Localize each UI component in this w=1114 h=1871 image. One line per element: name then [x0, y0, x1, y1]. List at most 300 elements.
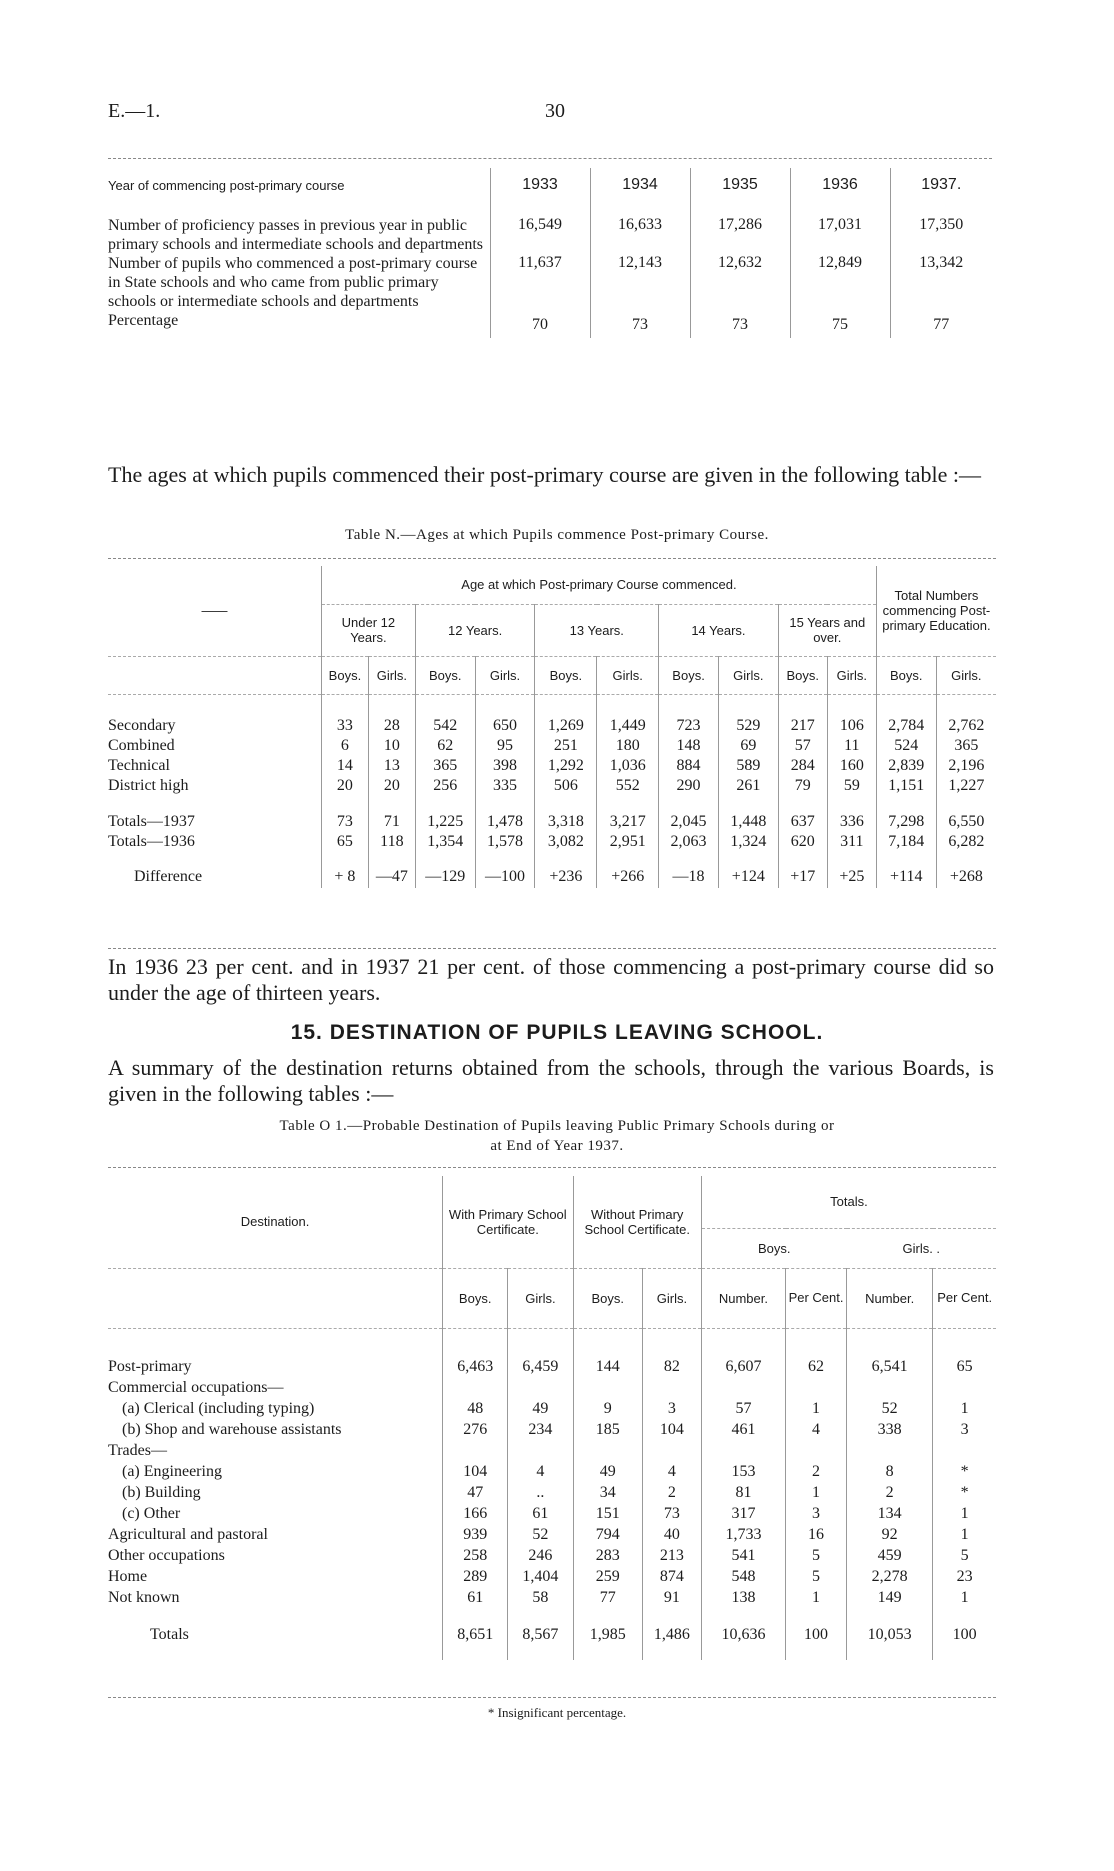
cell: 6,463: [443, 1356, 508, 1377]
cell: 6,459: [508, 1356, 573, 1377]
cell: 77: [573, 1587, 642, 1608]
cell: 4: [508, 1461, 573, 1482]
stub-dash: ——: [201, 603, 228, 619]
cell: 506: [535, 776, 597, 796]
cell: 251: [535, 736, 597, 756]
cell: 20: [321, 776, 368, 796]
table-row: [108, 1440, 996, 1461]
row-label: (a) Engineering: [122, 1462, 222, 1480]
cell: 261: [718, 776, 778, 796]
cell: 2,063: [659, 832, 719, 852]
cell: 151: [573, 1503, 642, 1524]
cell: 234: [508, 1419, 573, 1440]
cell: —100: [475, 866, 535, 888]
girls-header: Girls.: [368, 656, 415, 694]
cell: 5: [933, 1545, 996, 1566]
cell: 138: [701, 1587, 785, 1608]
cell: [701, 1440, 785, 1461]
cell: 10: [368, 736, 415, 756]
age-15-over: 15 Years and over.: [778, 604, 876, 656]
year-header: 1936: [790, 168, 890, 202]
cell: 185: [573, 1419, 642, 1440]
cell: 3,217: [597, 812, 659, 832]
cell: *: [933, 1482, 996, 1503]
age-under-12: Under 12 Years.: [321, 604, 415, 656]
boys-header: Boys.: [659, 656, 719, 694]
boys-header: Boys.: [415, 656, 475, 694]
cell: 874: [642, 1566, 701, 1587]
table-row: [108, 716, 996, 736]
boys-header: Boys.: [573, 1268, 642, 1328]
cell: 542: [415, 716, 475, 736]
cell: 104: [443, 1461, 508, 1482]
cell: 100: [933, 1624, 996, 1646]
cell: 73: [642, 1503, 701, 1524]
cell: 70: [490, 311, 590, 338]
cell: 6: [321, 736, 368, 756]
row-label: Agricultural and pastoral: [108, 1525, 268, 1543]
girls-header: Girls.: [642, 1268, 701, 1328]
total-numbers-header: Total Numbers commencing Post-primary Education.: [876, 566, 996, 656]
page-reference: E.—1.: [108, 100, 161, 122]
cell: 49: [508, 1398, 573, 1419]
cell: 16,549: [490, 202, 590, 254]
cell: 2: [642, 1482, 701, 1503]
cell: —18: [659, 866, 719, 888]
cell: 75: [790, 311, 890, 338]
cell: 10,636: [701, 1624, 785, 1646]
cell: 73: [321, 812, 368, 832]
paragraph-ages-intro: The ages at which pupils commenced their post-primary course are given in the following table :—: [108, 462, 982, 487]
cell: 57: [701, 1398, 785, 1419]
row-label: (c) Other: [122, 1504, 181, 1522]
row-label: Home: [108, 1567, 148, 1585]
cell: 246: [508, 1545, 573, 1566]
row-label: Other occupations: [108, 1546, 225, 1564]
table-row: [108, 812, 996, 832]
cell: 16: [786, 1524, 847, 1545]
table-o1-bottom-rule: [108, 1697, 996, 1698]
cell: 276: [443, 1419, 508, 1440]
boys-header: Boys.: [876, 656, 936, 694]
cell: 256: [415, 776, 475, 796]
cell: 180: [597, 736, 659, 756]
table-row: [108, 1524, 996, 1545]
cell: [847, 1440, 933, 1461]
cell: 12,849: [790, 254, 890, 311]
cell: +266: [597, 866, 659, 888]
cell: 7,184: [876, 832, 936, 852]
cell: 939: [443, 1524, 508, 1545]
age-14: 14 Years.: [659, 604, 779, 656]
cell: 92: [847, 1524, 933, 1545]
cell: 529: [718, 716, 778, 736]
girls-header: Girls.: [936, 656, 996, 694]
row-label: Post-primary: [108, 1357, 192, 1375]
cell: 149: [847, 1587, 933, 1608]
cell: [573, 1377, 642, 1398]
row-label: (b) Shop and warehouse assistants: [122, 1420, 342, 1438]
without-cert-header: Without Primary School Certificate.: [573, 1176, 701, 1268]
cell: 3: [642, 1398, 701, 1419]
table-row: [108, 1624, 996, 1646]
cell: 48: [443, 1398, 508, 1419]
cell: [701, 1377, 785, 1398]
cell: 1: [933, 1587, 996, 1608]
cell: 213: [642, 1545, 701, 1566]
cell: 317: [701, 1503, 785, 1524]
cell: +268: [936, 866, 996, 888]
cell: 1,292: [535, 756, 597, 776]
cell: 69: [718, 736, 778, 756]
cell: 283: [573, 1545, 642, 1566]
table-n-ages: [108, 566, 996, 888]
cell: 59: [827, 776, 876, 796]
year-header: 1933: [490, 168, 590, 202]
cell: 6,282: [936, 832, 996, 852]
cell: 4: [786, 1419, 847, 1440]
cell: +25: [827, 866, 876, 888]
cell: 23: [933, 1566, 996, 1587]
cell: 49: [573, 1461, 642, 1482]
cell: 8,651: [443, 1624, 508, 1646]
cell: 17,286: [690, 202, 790, 254]
cell: 1,985: [573, 1624, 642, 1646]
cell: [786, 1377, 847, 1398]
table-row: [108, 1482, 996, 1503]
cell: 217: [778, 716, 827, 736]
cell: 144: [573, 1356, 642, 1377]
cell: 1: [933, 1503, 996, 1524]
cell: 11: [827, 736, 876, 756]
cell: 794: [573, 1524, 642, 1545]
cell: 2,045: [659, 812, 719, 832]
row-label: Secondary: [108, 717, 176, 734]
destination-header: Destination.: [240, 1214, 310, 1230]
row-label: Difference: [134, 868, 203, 885]
cell: 20: [368, 776, 415, 796]
cell: 1: [786, 1587, 847, 1608]
table-row: [108, 1398, 996, 1419]
cell: 91: [642, 1587, 701, 1608]
cell: 284: [778, 756, 827, 776]
cell: 58: [508, 1587, 573, 1608]
cell: [573, 1440, 642, 1461]
cell: [443, 1440, 508, 1461]
cell: 365: [415, 756, 475, 776]
table-row: [108, 1566, 996, 1587]
cell: 3,082: [535, 832, 597, 852]
boys-header: Boys.: [321, 656, 368, 694]
cell: 61: [508, 1503, 573, 1524]
age-12: 12 Years.: [415, 604, 535, 656]
year-header: 1935: [690, 168, 790, 202]
cell: 398: [475, 756, 535, 776]
cell: 650: [475, 716, 535, 736]
cell: 6,550: [936, 812, 996, 832]
cell: +114: [876, 866, 936, 888]
row-label: Trades—: [108, 1441, 167, 1459]
girls-header: Girls.: [827, 656, 876, 694]
row-label: Not known: [108, 1588, 180, 1606]
cell: [642, 1377, 701, 1398]
cell: —129: [415, 866, 475, 888]
cell: 620: [778, 832, 827, 852]
cell: 589: [718, 756, 778, 776]
cell: +124: [718, 866, 778, 888]
cell: 61: [443, 1587, 508, 1608]
cell: 33: [321, 716, 368, 736]
cell: 17,350: [890, 202, 992, 254]
number-header: Number.: [847, 1268, 933, 1328]
paragraph-destination-intro: A summary of the destination returns obtained from the schools, through the various Boards, is given in the following tables :—: [108, 1055, 994, 1106]
cell: [443, 1377, 508, 1398]
cell: 6,541: [847, 1356, 933, 1377]
cell: 1,448: [718, 812, 778, 832]
cell: 723: [659, 716, 719, 736]
cell: 1,449: [597, 716, 659, 736]
cell: [508, 1377, 573, 1398]
table-row: [108, 866, 996, 888]
row-label: Number of pupils who commenced a post-primary course in State schools and who came from public primary schools or intermediate schools and departments: [108, 255, 478, 310]
girls-header: Girls.: [718, 656, 778, 694]
table-n-bottom-rule: [108, 948, 996, 949]
cell: 1,486: [642, 1624, 701, 1646]
cell: 1,404: [508, 1566, 573, 1587]
cell: 134: [847, 1503, 933, 1524]
cell: 459: [847, 1545, 933, 1566]
cell: 1: [786, 1482, 847, 1503]
cell: 17,031: [790, 202, 890, 254]
cell: 2,278: [847, 1566, 933, 1587]
table-row: [108, 202, 992, 254]
year-header-label: Year of commencing post-primary course: [108, 177, 345, 193]
row-label: Technical: [108, 757, 170, 774]
cell: 1: [933, 1524, 996, 1545]
cell: 1,225: [415, 812, 475, 832]
cell: 95: [475, 736, 535, 756]
table-row: [108, 832, 996, 852]
cell: 40: [642, 1524, 701, 1545]
table-row: [108, 736, 996, 756]
cell: 62: [786, 1356, 847, 1377]
row-label: Number of proficiency passes in previous year in public primary schools and intermediate schools and departments: [108, 217, 484, 253]
cell: 9: [573, 1398, 642, 1419]
section-heading: 15. DESTINATION OF PUPILS LEAVING SCHOOL.: [290, 1021, 824, 1044]
age-13: 13 Years.: [535, 604, 659, 656]
cell: 13,342: [890, 254, 992, 311]
cell: 79: [778, 776, 827, 796]
cell: 148: [659, 736, 719, 756]
table-o1-caption-line2: at End of Year 1937.: [490, 1138, 624, 1154]
boys-header: Boys.: [535, 656, 597, 694]
cell: [508, 1440, 573, 1461]
cell: 2,839: [876, 756, 936, 776]
row-label: Totals—1937: [108, 813, 195, 830]
cell: 1,036: [597, 756, 659, 776]
table-row: [108, 1587, 996, 1608]
cell: 461: [701, 1419, 785, 1440]
cell: 65: [321, 832, 368, 852]
cell: 8,567: [508, 1624, 573, 1646]
cell: 4: [642, 1461, 701, 1482]
number-header: Number.: [701, 1268, 785, 1328]
cell: 884: [659, 756, 719, 776]
with-cert-header: With Primary School Certificate.: [443, 1176, 573, 1268]
proficiency-table: [108, 168, 992, 338]
year-header: 1934: [590, 168, 690, 202]
cell: 104: [642, 1419, 701, 1440]
totals-header: Totals.: [701, 1176, 996, 1228]
girls-header: Girls.: [475, 656, 535, 694]
cell: —47: [368, 866, 415, 888]
cell: 1,478: [475, 812, 535, 832]
boys-group-header: Boys.: [701, 1228, 846, 1268]
girls-header: Girls.: [597, 656, 659, 694]
cell: 52: [847, 1398, 933, 1419]
cell: 73: [690, 311, 790, 338]
paragraph-under-thirteen: In 1936 23 per cent. and in 1937 21 per cent. of those commencing a post-primary course did so under the age of thirteen years.: [108, 954, 994, 1005]
boys-header: Boys.: [443, 1268, 508, 1328]
cell: ..: [508, 1482, 573, 1503]
cell: 13: [368, 756, 415, 776]
cell: 12,143: [590, 254, 690, 311]
table-row: [108, 1356, 996, 1377]
row-label: (a) Clerical (including typing): [122, 1399, 315, 1417]
cell: [786, 1440, 847, 1461]
cell: 335: [475, 776, 535, 796]
footnote: * Insignificant percentage.: [487, 1705, 627, 1720]
cell: 3: [786, 1503, 847, 1524]
age-group-header: Age at which Post-primary Course commenced.: [321, 566, 876, 604]
cell: 289: [443, 1566, 508, 1587]
cell: [933, 1440, 996, 1461]
cell: 1,227: [936, 776, 996, 796]
cell: 2: [786, 1461, 847, 1482]
table-n-caption: Table N.—Ages at which Pupils commence Post-primary Course.: [345, 527, 769, 543]
cell: 14: [321, 756, 368, 776]
cell: 541: [701, 1545, 785, 1566]
cell: 552: [597, 776, 659, 796]
cell: 1,324: [718, 832, 778, 852]
table-o1-top-rule: [108, 1167, 996, 1168]
cell: 100: [786, 1624, 847, 1646]
girls-header: Girls.: [508, 1268, 573, 1328]
cell: 65: [933, 1356, 996, 1377]
cell: 73: [590, 311, 690, 338]
cell: 1,151: [876, 776, 936, 796]
cell: 34: [573, 1482, 642, 1503]
cell: 3: [933, 1419, 996, 1440]
cell: 1: [786, 1398, 847, 1419]
cell: 71: [368, 812, 415, 832]
cell: 106: [827, 716, 876, 736]
table-n-top-rule: [108, 558, 996, 559]
cell: 6,607: [701, 1356, 785, 1377]
cell: + 8: [321, 866, 368, 888]
row-label: Commercial occupations—: [108, 1378, 284, 1396]
year-header: 1937.: [890, 168, 992, 202]
table-row: [108, 1545, 996, 1566]
cell: [933, 1377, 996, 1398]
cell: 2: [847, 1482, 933, 1503]
cell: 16,633: [590, 202, 690, 254]
cell: 1,354: [415, 832, 475, 852]
cell: 5: [786, 1566, 847, 1587]
cell: 62: [415, 736, 475, 756]
cell: [847, 1377, 933, 1398]
cell: 153: [701, 1461, 785, 1482]
row-label: District high: [108, 777, 189, 794]
cell: 2,196: [936, 756, 996, 776]
row-label: (b) Building: [122, 1483, 201, 1501]
page-number: 30: [545, 100, 565, 122]
cell: 336: [827, 812, 876, 832]
cell: 11,637: [490, 254, 590, 311]
cell: 2,951: [597, 832, 659, 852]
row-label: Percentage: [108, 312, 179, 329]
table-o1-caption-line1: Table O 1.—Probable Destination of Pupils leaving Public Primary Schools during or: [279, 1118, 835, 1134]
table-row: [108, 1461, 996, 1482]
row-label: Combined: [108, 737, 175, 754]
cell: 160: [827, 756, 876, 776]
cell: 258: [443, 1545, 508, 1566]
cell: 5: [786, 1545, 847, 1566]
cell: 12,632: [690, 254, 790, 311]
cell: 1,578: [475, 832, 535, 852]
cell: 338: [847, 1419, 933, 1440]
table1-top-rule: [108, 158, 992, 159]
cell: 3,318: [535, 812, 597, 832]
cell: 637: [778, 812, 827, 832]
cell: 290: [659, 776, 719, 796]
cell: 365: [936, 736, 996, 756]
cell: 548: [701, 1566, 785, 1587]
row-label: Totals: [150, 1626, 189, 1643]
cell: *: [933, 1461, 996, 1482]
cell: 8: [847, 1461, 933, 1482]
table-o1-destination: [108, 1176, 996, 1660]
table-row: [108, 1419, 996, 1440]
table-row: [108, 311, 992, 338]
per-cent-header: Per Cent.: [933, 1268, 996, 1328]
cell: 7,298: [876, 812, 936, 832]
table-row: [108, 1503, 996, 1524]
cell: 1: [933, 1398, 996, 1419]
per-cent-header: Per Cent.: [786, 1268, 847, 1328]
table-row: [108, 1377, 996, 1398]
cell: 57: [778, 736, 827, 756]
girls-group-header: Girls. .: [902, 1240, 941, 1256]
cell: 166: [443, 1503, 508, 1524]
cell: +17: [778, 866, 827, 888]
cell: 81: [701, 1482, 785, 1503]
cell: 1,733: [701, 1524, 785, 1545]
row-label: Totals—1936: [108, 833, 195, 850]
cell: 311: [827, 832, 876, 852]
table-row: [108, 776, 996, 796]
cell: 524: [876, 736, 936, 756]
cell: 28: [368, 716, 415, 736]
cell: 47: [443, 1482, 508, 1503]
table-row: [108, 756, 996, 776]
cell: 77: [890, 311, 992, 338]
table-row: [108, 254, 992, 311]
cell: 118: [368, 832, 415, 852]
cell: 1,269: [535, 716, 597, 736]
boys-header: Boys.: [778, 656, 827, 694]
cell: 82: [642, 1356, 701, 1377]
